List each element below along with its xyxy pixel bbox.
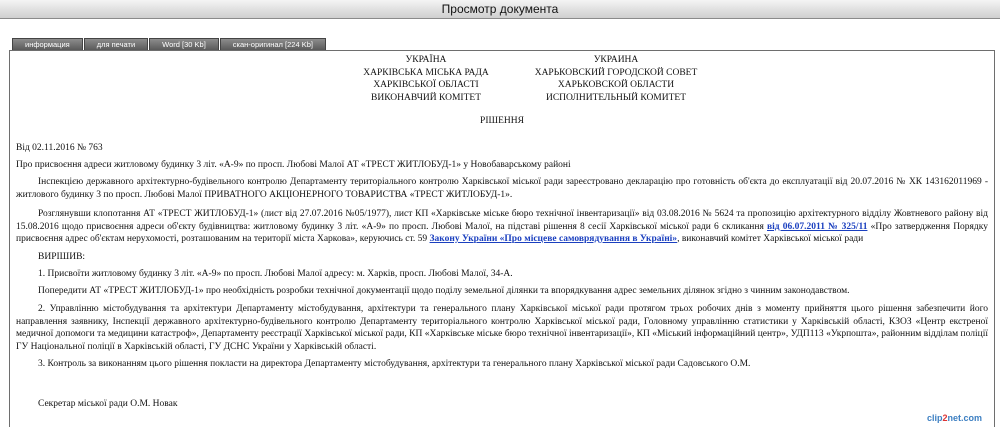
paragraph-text: Розглянувши клопотання АТ «ТРЕСТ ЖИТЛОБУД-1» (лист від 27.07.2016 №05/1977), лист КП «Харківське міське бюро технічної інвентаризації» від 03.08.2016 № 5624 та пропозицію архітектурного відділу Жовтневого району від 15.08.2016 щодо присвоєння адреси об'єкту будівництва: житловому будинку 3 літ. «А-9» по просп. Любові Малої, на підставі рішення 8 сесії Харківської міської ради 6 скликання: [16, 209, 988, 232]
item-3: 3. Контроль за виконанням цього рішення покласти на директора Департаменту містобудування, архітектури та генерального плану Харківської міської ради Садовського О.М.: [38, 359, 751, 369]
document-body: [16, 54, 988, 409]
header-russian: [516, 54, 716, 104]
header-line: ХАРКІВСЬКА МІСЬКА РАДА: [363, 67, 489, 78]
subject-line: Про присвоєння адреси житловому будинку 3 літ. «А-9» по просп. Любові Малої АТ «ТРЕСТ ЖИТЛОБУД-1» у Новобаварському районі: [16, 160, 571, 170]
document-header: [16, 54, 988, 110]
watermark-logo: clip2net.com: [926, 413, 982, 423]
item-2: 2. Управлінню містобудування та архітектури Департаменту містобудування, архітектури та генерального плану Харківської міської ради протягом трьох робочих днів з моменту прийняття цього рішення забезпечити його направлення заявнику, Інспекції державного архітектурно-будівельного контролю Департаменту територіального контролю Харківської міської ради, Головному управлінню статистики у Харківській області, КЗОЗ «Центр екстреної медичної допомоги та медицини катастроф», Департаменту реєстрації Харківської міської ради, КП «Харківське міське бюро технічної інвентаризації», КП «Міський інформаційний центр», УДП113 «Укрпошта», районним відділам поліції ГУ Національної поліції в Харківській області, ГУ ДСНС України у Харківській області.: [16, 304, 988, 352]
tab-scan-original[interactable]: скан-оригинал [224 Kb]: [220, 38, 326, 50]
document-frame: [9, 50, 995, 427]
header-ukrainian: [336, 54, 516, 104]
paragraph-text: «Про затвердження Порядку присвоєння адрес об'єктам нерухомості, розташованим на території міста Харкова», керуючись ст. 59: [16, 221, 988, 244]
decision-link[interactable]: від 06.07.2011 № 325/11: [767, 221, 868, 232]
tab-print[interactable]: для печати: [84, 38, 148, 50]
header-line: УКРАЇНА: [405, 55, 447, 65]
header-line: ВИКОНАВЧИЙ КОМІТЕТ: [371, 92, 481, 103]
paragraph-text: , виконавчий комітет Харківської міської ради: [677, 234, 864, 244]
warning-paragraph: Попередити АТ «ТРЕСТ ЖИТЛОБУД-1» про необхідність розробки технічної документації щодо поділу земельної ділянки та впорядкування адрес земельних ділянок згідно з чинним законодавством.: [38, 286, 850, 296]
decision-title: РІШЕННЯ: [480, 116, 524, 126]
item-1: 1. Присвоїти житловому будинку 3 літ. «А-9» по просп. Любові Малої адресу: м. Харків, просп. Любові Малої, 34-А.: [38, 269, 513, 279]
tab-info[interactable]: информация: [12, 38, 83, 50]
header-line: ИСПОЛНИТЕЛЬНЫЙ КОМИТЕТ: [545, 92, 687, 103]
window-title: Просмотр документа: [0, 0, 1000, 19]
decided-heading: ВИРІШИВ:: [38, 252, 86, 262]
date-line: Від 02.11.2016 № 763: [16, 143, 103, 153]
tab-word[interactable]: Word [30 Kb]: [149, 38, 219, 50]
law-link[interactable]: Закону України «Про місцеве самоврядування в Україні»: [429, 234, 678, 244]
paragraph-considered: [16, 208, 988, 246]
header-line: ХАРЬКОВСКОЙ ОБЛАСТИ: [557, 80, 675, 90]
signature: Секретар міської ради О.М. Новак: [38, 399, 178, 409]
header-line: ХАРЬКОВСКИЙ ГОРОДСКОЙ СОВЕТ: [534, 67, 698, 78]
header-line: ХАРКІВСЬКОЇ ОБЛАСТІ: [373, 80, 479, 90]
paragraph-declaration: Інспекцією державного архітектурно-будівельного контролю Департаменту територіального контролю Харківської міської ради зареєстровано декларацію про готовність об'єкта до експлуатації від 20.07.2016 № ХК 143162011969 - житлового будинку 3 по просп. Любові Малої ПРИВАТНОГО АКЦІОНЕРНОГО ТОВАРИСТВА «ТРЕСТ ЖИТЛОБУД-1».: [16, 177, 988, 200]
header-line: УКРАИНА: [593, 55, 639, 65]
tab-bar: [12, 38, 327, 50]
